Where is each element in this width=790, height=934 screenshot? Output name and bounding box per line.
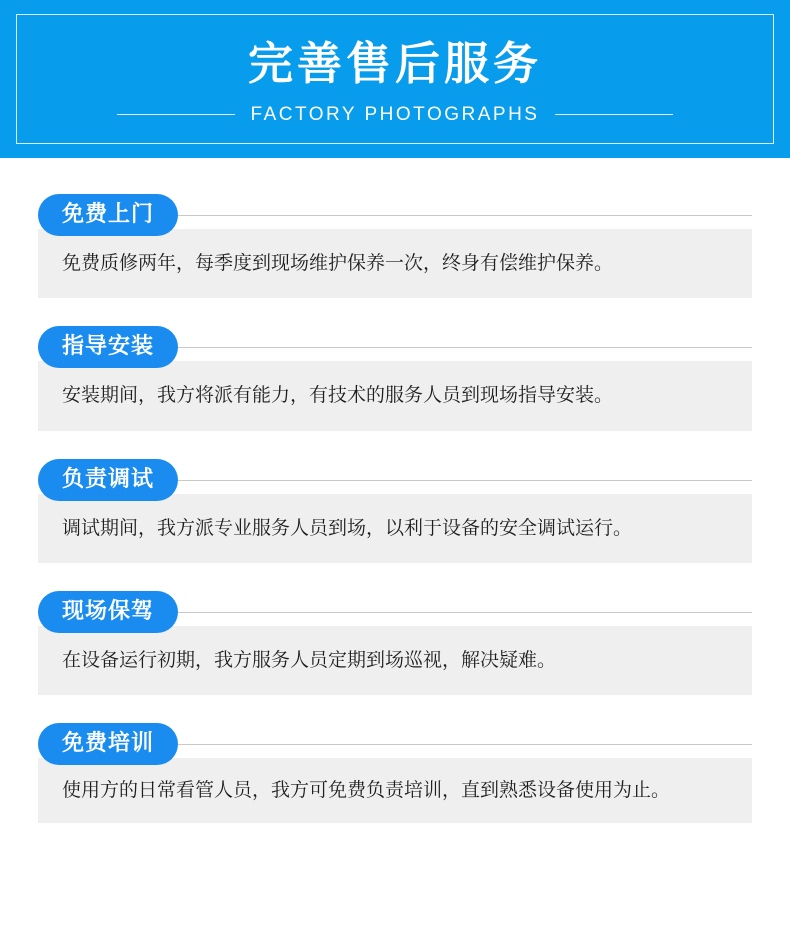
header-rule-right	[555, 114, 673, 115]
service-tag-badge: 现场保驾	[38, 591, 178, 633]
service-tag-row	[38, 324, 752, 370]
header-subtitle-row	[0, 104, 790, 126]
service-description: 使用方的日常看管人员，我方可免费负责培训，直到熟悉设备使用为止。	[38, 758, 752, 823]
service-tag-row	[38, 457, 752, 503]
service-item	[38, 721, 752, 823]
service-description: 在设备运行初期，我方服务人员定期到场巡视，解决疑难。	[38, 626, 752, 695]
service-tag-row	[38, 192, 752, 238]
header-rule-left	[117, 114, 235, 115]
service-description: 免费质修两年，每季度到现场维护保养一次，终身有偿维护保养。	[38, 229, 752, 298]
service-tag-badge: 负责调试	[38, 459, 178, 501]
page-title: 完善售后服务	[247, 38, 542, 90]
service-tag-badge: 指导安装	[38, 326, 178, 368]
page-header	[0, 0, 790, 158]
service-tag-badge: 免费上门	[38, 194, 178, 236]
service-item	[38, 324, 752, 430]
service-description: 调试期间，我方派专业服务人员到场，以利于设备的安全调试运行。	[38, 494, 752, 563]
service-description: 安装期间，我方将派有能力，有技术的服务人员到现场指导安装。	[38, 361, 752, 430]
service-tag-row	[38, 589, 752, 635]
service-item	[38, 192, 752, 298]
service-list	[0, 192, 790, 823]
service-tag-row	[38, 721, 752, 767]
service-item	[38, 589, 752, 695]
service-item	[38, 457, 752, 563]
service-tag-badge: 免费培训	[38, 723, 178, 765]
page-subtitle: FACTORY PHOTOGRAPHS	[250, 103, 540, 125]
header-content	[0, 0, 790, 158]
